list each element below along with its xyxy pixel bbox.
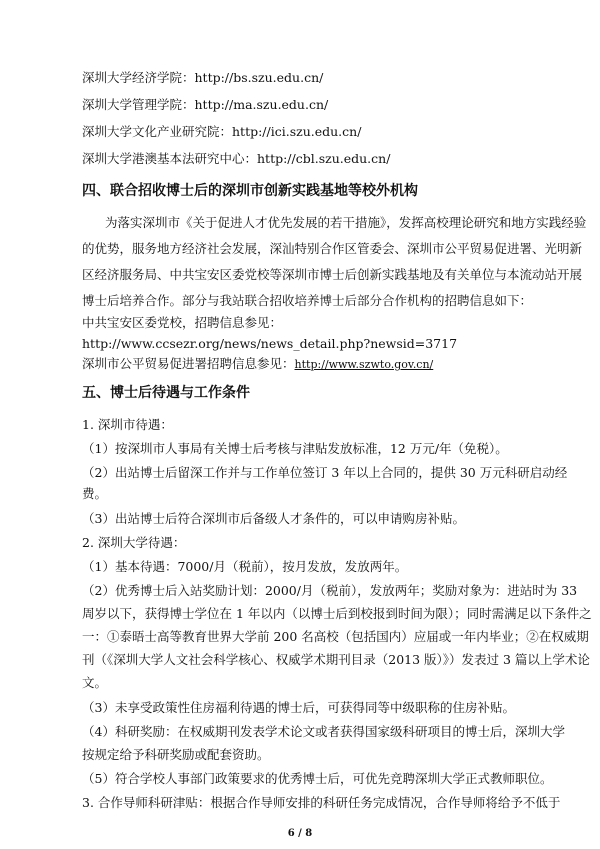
section-5-line: 文。 [82,675,108,690]
link-line-economics: 深圳大学经济学院：http://bs.szu.edu.cn/ [82,70,324,85]
section-5-line: 费。 [82,486,108,501]
section-5-line: 按规定给予科研奖励或配套资助。 [82,747,270,762]
section-4-item-2-link[interactable]: http://www.szwto.gov.cn/ [294,358,434,371]
section-5-line: （3）出站博士后符合深圳市后备级人才条件的，可以申请购房补贴。 [82,511,465,526]
link-line-management: 深圳大学管理学院：http://ma.szu.edu.cn/ [82,97,329,112]
section-5-line: （1）按深圳市人事局有关博士后考核与津贴发放标准，12 万元/年（免税）。 [82,441,508,456]
section-5-line: 周岁以下，获得博士学位在 1 年以内（以博士后到校报到时间为限）；同时需满足以下条件之 [82,606,592,621]
section-5-line: 1. 深圳市待遇： [82,417,173,432]
section-4-item-1-url[interactable]: http://www.ccsezr.org/news/news_detail.php?newsid=3717 [82,336,458,351]
page-number: 6 / 8 [287,828,313,839]
link-line-culture: 深圳大学文化产业研究院：http://ici.szu.edu.cn/ [82,124,362,139]
section-4-para-line: 区经济服务局、中共宝安区委党校等深圳市博士后创新实践基地及有关单位与本流动站开展 [82,267,583,282]
section-4-para-line: 为落实深圳市《关于促进人才优先发展的若干措施》，发挥高校理论研究和地方实践经验 [105,215,587,230]
section-5-line: （1）基本待遇：7000/月（税前），按月发放，发放两年。 [82,559,408,574]
link-line-basic-law: 深圳大学港澳基本法研究中心：http://cbl.szu.edu.cn/ [82,151,391,166]
section-5-line: 3. 合作导师科研津贴：根据合作导师安排的科研任务完成情况，合作导师将给予不低于 [82,795,561,810]
section-5-line: （2）优秀博士后入站奖励计划：2000/月（税前），发放两年；奖励对象为：进站时为 33 [82,583,578,598]
section-4-heading: 四、联合招收博士后的深圳市创新实践基地等校外机构 [82,183,418,199]
section-4-item-1: 中共宝安区委党校，招聘信息参见： [82,315,283,330]
section-4-item-2 [82,356,433,373]
section-5-line: 2. 深圳大学待遇： [82,535,186,550]
section-5-line: （4）科研奖励：在权威期刊发表学术论文或者获得国家级科研项目的博士后，深圳大学 [82,724,565,739]
section-5-line: 一：①泰晤士高等教育世界大学前 200 名高校（包括国内）应届或一年内毕业；②在权威期 [82,629,589,644]
section-5-heading: 五、博士后待遇与工作条件 [82,385,250,401]
section-5-line: （3）未享受政策性住房福利待遇的博士后，可获得同等中级职称的住房补贴。 [82,700,515,715]
section-5-line: 刊（《深圳大学人文社会科学核心、权威学术期刊目录（2013 版）》）发表过 3 篇以上学术论 [82,652,590,667]
section-4-para-line: 的优势，服务地方经济社会发展，深汕特别合作区管委会、深圳市公平贸易促进署、光明新 [82,241,583,256]
section-4-para-line: 博士后培养合作。部分与我站联合招收培养博士后部分合作机构的招聘信息如下： [82,293,533,308]
section-5-line: （2）出站博士后留深工作并与工作单位签订 3 年以上合同的，提供 30 万元科研启动经 [82,465,568,480]
section-4-item-2-label: 深圳市公平贸易促进署招聘信息参见： [82,356,295,371]
section-5-line: （5）符合学校人事部门政策要求的优秀博士后，可优先竞聘深圳大学正式教师职位。 [82,771,553,786]
